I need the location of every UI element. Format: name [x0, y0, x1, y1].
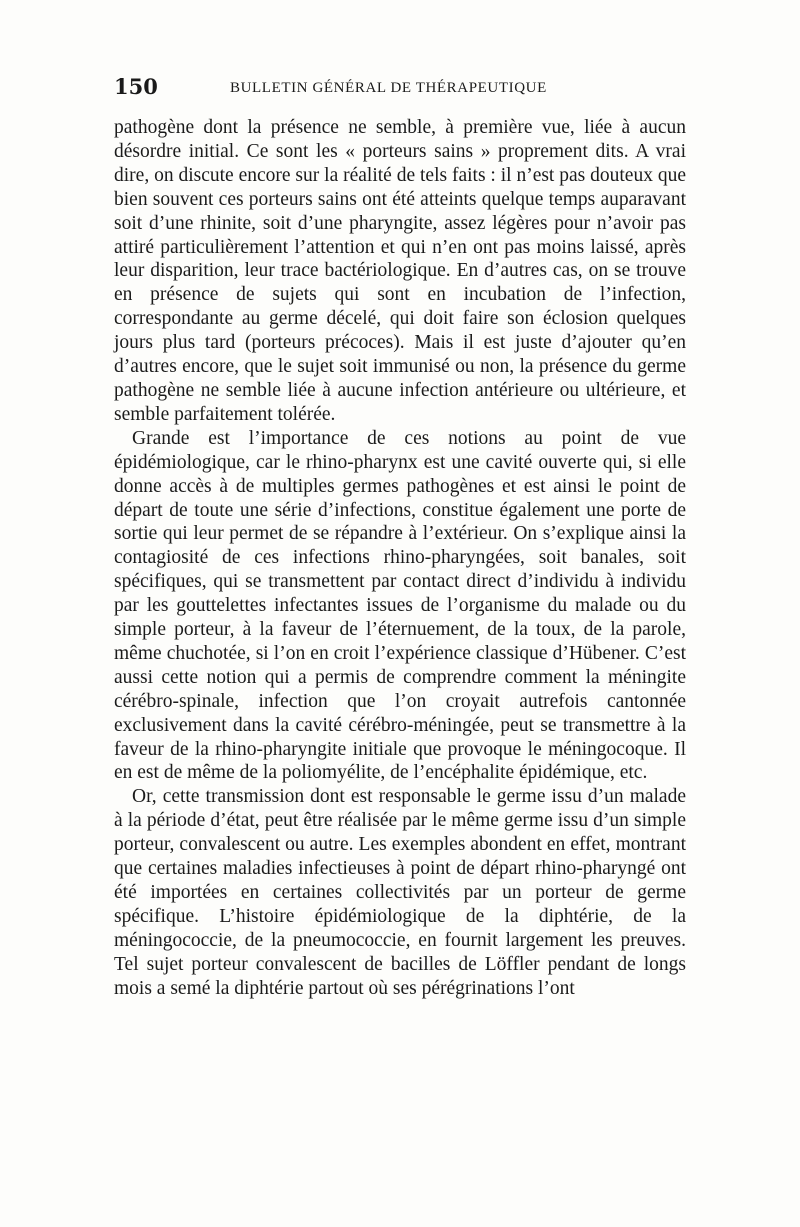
page-number: 150	[114, 74, 158, 99]
paragraph-epidemiology: Grande est l’importance de ces notions au point de vue épidémiologique, car le rhino-pharynx est une cavité ouverte qui, si elle donne accès à de multiples germes pathogènes et est ainsi le point de départ de toute une série d’infections, constitue également une porte de sortie qui leur permet de se répandre à l’extérieur. On s’explique ainsi la contagiosité de ces infections rhino-pharyngées, soit banales, soit spécifiques, qui se transmettent par contact direct d’individu à individu par les gouttelettes infectantes issues de l’organisme du malade ou du simple porteur, à la faveur de l’éternuement, de la toux, de la parole, même chuchotée, si l’on en croit l’expérience classique d’Hübener. C’est aussi cette notion qui a permis de comprendre comment la méningite cérébro-spinale, infection que l’on croyait autrefois cantonnée exclusivement dans la cavité cérébro-méningée, peut se transmettre à la faveur de la rhino-pharyngite initiale que provoque le méningocoque. Il en est de même de la poliomyélite, de l’encéphalite épidémique, etc.	[114, 427, 686, 784]
paragraph-continuation: pathogène dont la présence ne semble, à première vue, liée à aucun désordre initial. Ce sont les « porteurs sains » proprement dits. A vrai dire, on discute encore sur la réalité de tels faits : il n’est pas douteux que bien souvent ces porteurs sains ont été atteints quelque temps auparavant soit d’une rhinite, soit d’une pharyngite, assez légères pour n’avoir pas attiré particulièrement l’attention et qui n’en ont pas moins laissé, après leur disparition, leur trace bactériologique. En d’autres cas, on se trouve en présence de sujets qui sont en incubation de l’infection, correspondante au germe décelé, qui doit faire son éclosion quelques jours plus tard (porteurs précoces). Mais il est juste d’ajouter qu’en d’autres encore, que le sujet soit immunisé ou non, la présence du germe pathogène ne semble liée à aucune infection antérieure ou ultérieure, et semble parfaitement tolérée.	[114, 117, 686, 425]
paragraph-transmission: Or, cette transmission dont est responsable le germe issu d’un malade à la période d’état, peut être réalisée par le même germe issu d’un simple porteur, convalescent ou autre. Les exemples abondent en effet, montrant que certaines maladies infectieuses à point de départ rhino-pharyngé ont été importées en certaines collectivités par un porteur de germe spécifique. L’histoire épidémiologique de la diphtérie, de la méningococcie, de la pneumococcie, en fournit largement les preuves. Tel sujet porteur convalescent de bacilles de Löffler pendant de longs mois a semé la diphtérie partout où ses pérégrinations l’ont	[114, 786, 686, 999]
body-text	[114, 116, 686, 1001]
running-title: BULLETIN GÉNÉRAL DE THÉRAPEUTIQUE	[230, 80, 547, 96]
page-header	[114, 74, 686, 104]
